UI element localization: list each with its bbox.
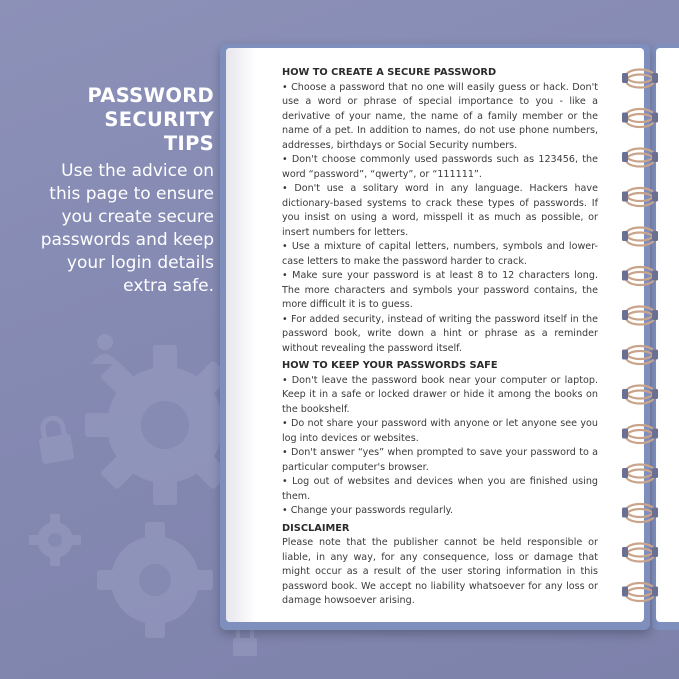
spiral-ring xyxy=(622,544,658,562)
tip-paragraph: • Log out of websites and devices when you are finished using them. xyxy=(282,476,598,502)
panel-subtitle-line: you create secure xyxy=(61,207,214,227)
spiral-ring xyxy=(622,109,658,127)
spiral-ring xyxy=(622,583,658,601)
spiral-ring xyxy=(622,504,658,522)
tip-paragraph: • Don't choose commonly used passwords such as 123456, the word “password”, “qwerty”, or “111111”. xyxy=(282,154,598,180)
tip-paragraph: • Change your passwords regularly. xyxy=(282,505,454,516)
tip-paragraph: • Don't answer “yes” when prompted to save your password to a particular computer's browser. xyxy=(282,447,598,473)
spiral-ring xyxy=(622,228,658,246)
spiral-ring xyxy=(622,70,658,88)
panel-subtitle-line: Use the advice on xyxy=(61,161,214,181)
spiral-ring xyxy=(622,188,658,206)
spiral-ring xyxy=(622,346,658,364)
section-heading: DISCLAIMER xyxy=(282,522,350,534)
tip-paragraph: • Make sure your password is at least 8 to 12 characters long. The more characters and symbols your password contains, the more difficult it is to guess. xyxy=(282,270,598,310)
tip-paragraph: • Choose a password that no one will easily guess or hack. Don't use a word or phrase of special importance to you - like a derivative of your name, the name of a family member or the name of a pet. In addition to names, do not use phone numbers, addresses, birthdays or Social Security numbers. xyxy=(282,81,598,151)
spiral-ring xyxy=(622,149,658,167)
panel-title-line: TIPS xyxy=(163,132,214,155)
panel-subtitle-line: extra safe. xyxy=(123,276,214,296)
panel-subtitle-line: passwords and keep xyxy=(40,230,214,250)
spiral-ring xyxy=(622,465,658,483)
tip-paragraph: • Do not share your password with anyone or let anyone see you log into devices or websites. xyxy=(282,418,598,444)
spiral-ring xyxy=(622,307,658,325)
panel-subtitle-line: this page to ensure xyxy=(49,184,214,204)
spiral-ring xyxy=(622,425,658,443)
tip-paragraph: • For added security, instead of writing the password itself in the password book, write down a hint or phrase as a reminder without revealing the password itself. xyxy=(282,313,598,354)
spiral-ring xyxy=(622,386,658,404)
spiral-ring xyxy=(622,267,658,285)
disclaimer-paragraph: Please note that the publisher cannot be held responsible or liable, in any way, for any consequence, loss or damage that might occur as a result of the user storing information in this password book. We accept no liability whatsoever for any loss or damage howsoever arising. xyxy=(282,537,598,606)
section-heading: HOW TO CREATE A SECURE PASSWORD xyxy=(282,67,497,78)
panel-subtitle-line: your login details xyxy=(66,253,214,273)
tip-paragraph: • Don't use a solitary word in any language. Hackers have dictionary-based systems to crack these types of passwords. If you insist on using a word, misspell it as much as possible, or insert numbers for letters. xyxy=(282,183,598,238)
tip-paragraph: • Use a mixture of capital letters, numbers, symbols and lower-case letters to make the password harder to crack. xyxy=(282,241,598,267)
panel-title-line: PASSWORD xyxy=(87,84,214,107)
section-heading: HOW TO KEEP YOUR PASSWORDS SAFE xyxy=(282,360,498,371)
tip-paragraph: • Don't leave the password book near your computer or laptop. Keep it in a safe or locked drawer or hide it among the books on the bookshelf. xyxy=(282,374,598,415)
panel-title-line: SECURITY xyxy=(104,108,214,131)
